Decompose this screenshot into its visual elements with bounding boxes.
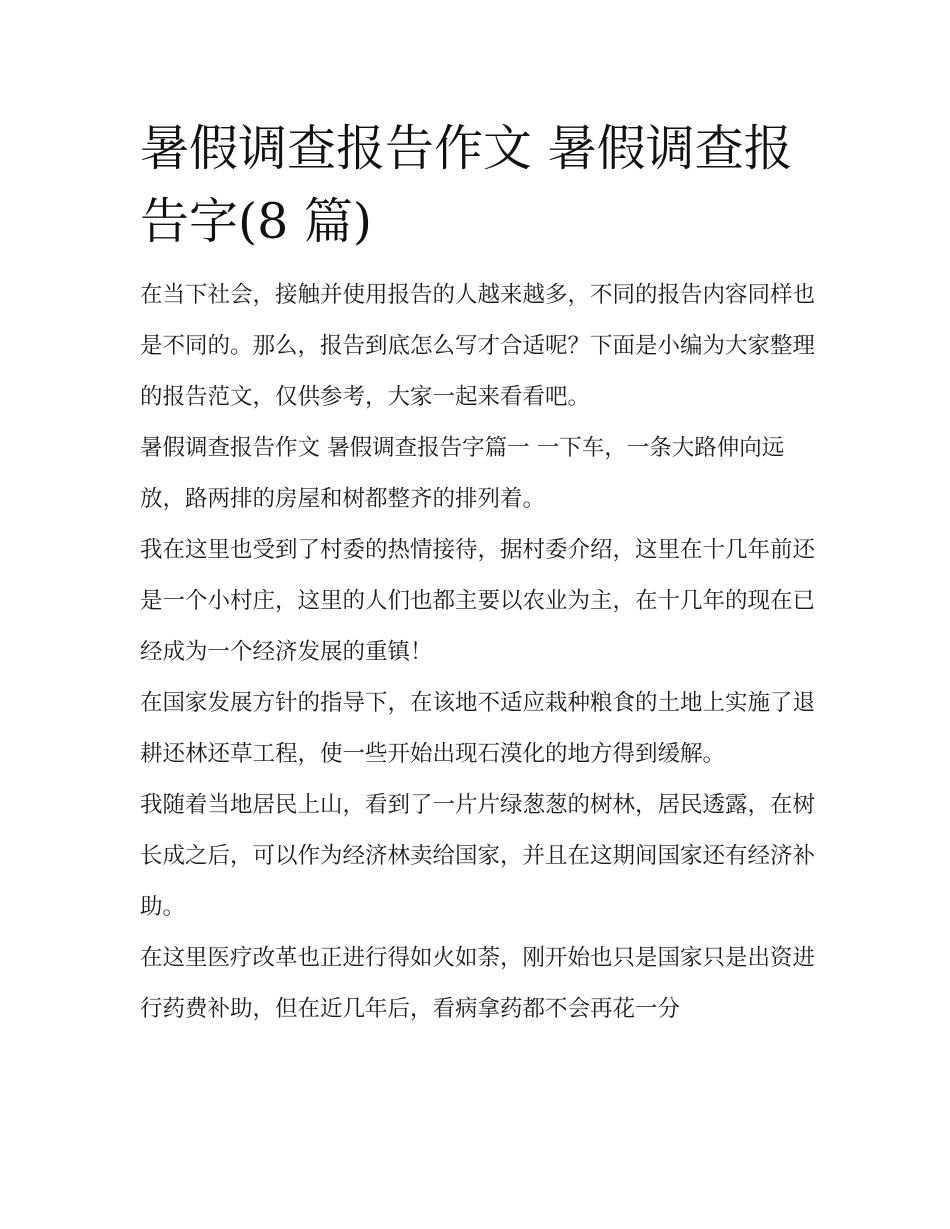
paragraph-reforestation: 在国家发展方针的指导下，在该地不适应栽种粮食的土地上实施了退耕还林还草工程，使一些开始出现石漠化的地方得到缓解。	[140, 690, 816, 767]
paragraph-section-one: 暑假调查报告作文 暑假调查报告字篇一 一下车，一条大路伸向远放，路两排的房屋和树都整齐的排列着。	[140, 435, 785, 512]
document-body	[140, 112, 815, 1035]
paragraph-medical-reform: 在这里医疗改革也正进行得如火如荼，刚开始也只是国家只是出资进行药费补助，但在近几年后，看病拿药都不会再花一分	[140, 945, 816, 1022]
document-title: 暑假调查报告作文 暑假调查报告字(8 篇)	[140, 120, 793, 250]
paragraph-village-history: 我在这里也受到了村委的热情接待，据村委介绍，这里在十几年前还是一个小村庄，这里的人们也都主要以农业为主，在十几年的现在已经成为一个经济发展的重镇！	[140, 537, 816, 665]
paragraph-forest-visit: 我随着当地居民上山，看到了一片片绿葱葱的树林，居民透露，在树长成之后，可以作为经济林卖给国家，并且在这期间国家还有经济补助。	[140, 792, 816, 920]
paragraph-intro: 在当下社会，接触并使用报告的人越来越多，不同的报告内容同样也是不同的。那么，报告到底怎么写才合适呢？下面是小编为大家整理的报告范文，仅供参考，大家一起来看看吧。	[140, 282, 816, 410]
